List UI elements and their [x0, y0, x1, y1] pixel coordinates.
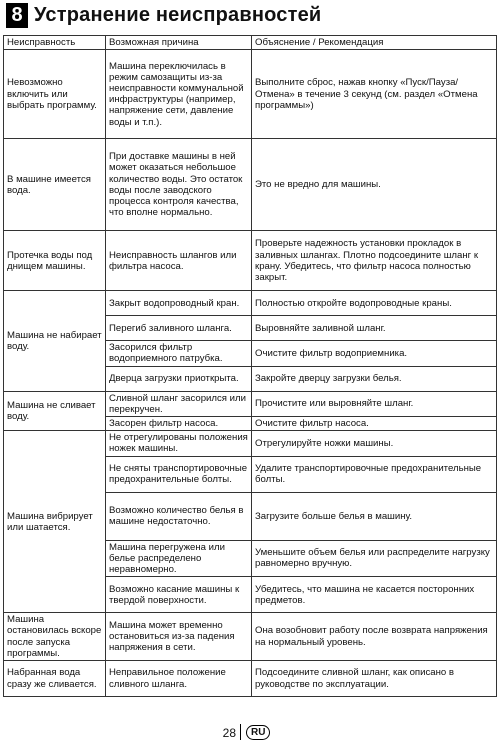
remedy-cell: Проверьте надежность установки прокладок в заливных шлангах. Плотно подсоедините шланг к крану. Убедитесь, что фильтр насоса полностью закрыт.	[252, 231, 497, 291]
table-row	[4, 431, 497, 456]
table-row	[4, 50, 497, 139]
table-row	[4, 613, 497, 661]
remedy-cell: Уменьшите объем белья или распределите нагрузку равномерно вручную.	[252, 540, 497, 577]
problem-cell: В машине имеется вода.	[4, 139, 106, 231]
problem-cell: Машина остановилась вскоре после запуска программы.	[4, 613, 106, 661]
col-header-remedy: Объяснение / Рекомендация	[252, 36, 497, 50]
cause-cell: Не сняты транспортировочные предохранительные болты.	[106, 456, 252, 492]
cause-cell: Засорился фильтр водоприемного патрубка.	[106, 341, 252, 366]
table-row	[4, 291, 497, 316]
cause-cell: Неправильное положение сливного шланга.	[106, 661, 252, 697]
section-number: 8	[6, 3, 28, 28]
table-header-row	[4, 36, 497, 50]
col-header-cause: Возможная причина	[106, 36, 252, 50]
remedy-cell: Удалите транспортировочные предохранительные болты.	[252, 456, 497, 492]
remedy-cell: Прочистите или выровняйте шланг.	[252, 391, 497, 416]
remedy-cell: Очистите фильтр насоса.	[252, 417, 497, 431]
remedy-cell: Она возобновит работу после возврата напряжения на нормальный уровень.	[252, 613, 497, 661]
cause-cell: Засорен фильтр насоса.	[106, 417, 252, 431]
remedy-cell: Подсоедините сливной шланг, как описано в руководстве по эксплуатации.	[252, 661, 497, 697]
cause-cell: Сливной шланг засорился или перекручен.	[106, 391, 252, 416]
cause-cell: Неисправность шлангов или фильтра насоса.	[106, 231, 252, 291]
language-badge: RU	[246, 725, 270, 740]
remedy-cell: Полностью откройте водопроводные краны.	[252, 291, 497, 316]
col-header-problem: Неисправность	[4, 36, 106, 50]
page-footer	[0, 724, 498, 742]
cause-cell: Дверца загрузки приоткрыта.	[106, 366, 252, 391]
problem-cell: Машина вибрирует или шатается.	[4, 431, 106, 613]
problem-cell: Протечка воды под днищем машины.	[4, 231, 106, 291]
page-number: 28	[222, 726, 236, 740]
cause-cell: Закрыт водопроводный кран.	[106, 291, 252, 316]
remedy-cell: Отрегулируйте ножки машины.	[252, 431, 497, 456]
table-row	[4, 139, 497, 231]
problem-cell: Набранная вода сразу же сливается.	[4, 661, 106, 697]
footer-divider	[240, 724, 241, 740]
problem-cell: Машина не сливает воду.	[4, 391, 106, 431]
cause-cell: Не отрегулированы положения ножек машины.	[106, 431, 252, 456]
remedy-cell: Очистите фильтр водоприемника.	[252, 341, 497, 366]
problem-cell: Невозможно включить или выбрать программу.	[4, 50, 106, 139]
remedy-cell: Это не вредно для машины.	[252, 139, 497, 231]
section-header	[6, 3, 321, 28]
cause-cell: Машина может временно остановиться из-за падения напряжения в сети.	[106, 613, 252, 661]
table-row	[4, 231, 497, 291]
table-row	[4, 661, 497, 697]
cause-cell: Возможно касание машины к твердой поверхности.	[106, 577, 252, 613]
cause-cell: Машина переключилась в режим самозащиты из-за неисправности коммунальной инфраструктуры (например, напряжение сети, давление воды и т.п.).	[106, 50, 252, 139]
table-row	[4, 391, 497, 416]
troubleshooting-table	[3, 35, 497, 697]
cause-cell: Перегиб заливного шланга.	[106, 316, 252, 341]
cause-cell: Машина перегружена или белье распределено неравномерно.	[106, 540, 252, 577]
section-title: Устранение неисправностей	[34, 4, 322, 26]
remedy-cell: Загрузите больше белья в машину.	[252, 492, 497, 540]
remedy-cell: Убедитесь, что машина не касается посторонних предметов.	[252, 577, 497, 613]
cause-cell: При доставке машины в ней может оказаться небольшое количество воды. Это остаток воды после заводского процесса контроля качества, что вполне нормально.	[106, 139, 252, 231]
remedy-cell: Закройте дверцу загрузки белья.	[252, 366, 497, 391]
remedy-cell: Выровняйте заливной шланг.	[252, 316, 497, 341]
cause-cell: Возможно количество белья в машине недостаточно.	[106, 492, 252, 540]
problem-cell: Машина не набирает воду.	[4, 291, 106, 391]
remedy-cell: Выполните сброс, нажав кнопку «Пуск/Пауза/Отмена» в течение 3 секунд (см. раздел «Отмена программы»)	[252, 50, 497, 139]
